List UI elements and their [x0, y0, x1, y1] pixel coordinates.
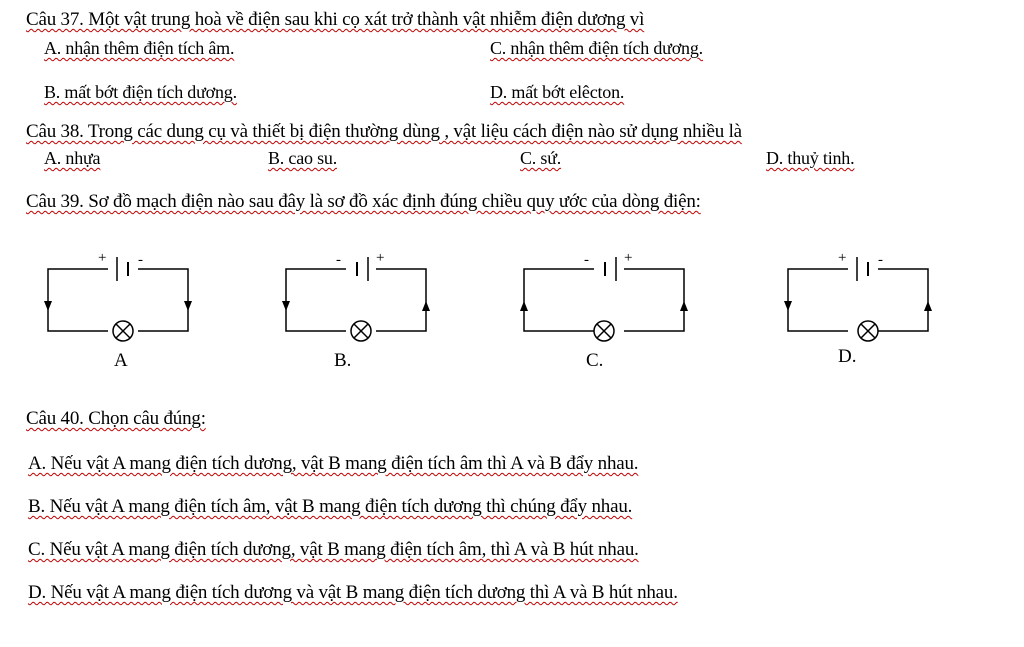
lamp-icon — [858, 321, 878, 341]
q38-question: Câu 38. Trong các dung cụ và thiết bị điện thường dùng , vật liệu cách điện nào sử dụng nhiều là — [26, 121, 742, 142]
q37-question: Câu 37. Một vật trung hoà về điện sau khi cọ xát trở thành vật nhiễm điện dương vì — [26, 9, 645, 30]
lamp-icon — [351, 321, 371, 341]
circuit-diagram-c — [516, 245, 691, 345]
circuit-c-left-sign: - — [584, 252, 589, 268]
circuit-d-right-sign: - — [878, 252, 883, 268]
q40-option-d: D. Nếu vật A mang điện tích dương và vật B mang điện tích dương thì A và B hút nhau. — [28, 582, 678, 603]
lamp-icon — [594, 321, 614, 341]
arrow-down-icon — [784, 301, 792, 311]
circuit-b-left-sign: - — [336, 252, 341, 268]
arrow-up-icon — [924, 301, 932, 311]
arrow-up-icon — [680, 301, 688, 311]
arrow-down-icon — [282, 301, 290, 311]
circuit-a-right-sign: - — [138, 252, 143, 268]
arrow-up-icon — [422, 301, 430, 311]
q40-question: Câu 40. Chọn câu đúng: — [26, 408, 206, 429]
circuit-a-left-sign: + — [98, 250, 107, 266]
q40-option-c: C. Nếu vật A mang điện tích dương, vật B mang điện tích âm, thì A và B hút nhau. — [28, 539, 639, 560]
circuit-diagram-a — [40, 245, 200, 345]
circuit-diagram-d — [780, 245, 940, 345]
arrow-down-icon — [184, 301, 192, 311]
circuit-b-label: B. — [334, 350, 352, 371]
q37-option-b: B. mất bớt điện tích dương. — [44, 82, 237, 102]
circuit-diagram-b — [278, 245, 438, 345]
circuit-a-label: A — [114, 350, 128, 371]
q37-option-a: A. nhận thêm điện tích âm. — [44, 38, 235, 58]
q40-option-a: A. Nếu vật A mang điện tích dương, vật B mang điện tích âm thì A và B đẩy nhau. — [28, 453, 639, 474]
arrow-up-icon — [520, 301, 528, 311]
q37-option-c: C. nhận thêm điện tích dương. — [490, 38, 703, 58]
q39-question: Câu 39. Sơ đồ mạch điện nào sau đây là sơ đồ xác định đúng chiều quy ước của dòng điện: — [26, 191, 701, 212]
circuit-b-right-sign: + — [376, 250, 385, 266]
lamp-icon — [113, 321, 133, 341]
circuit-d-label: D. — [838, 346, 857, 367]
q38-option-a: A. nhựa — [44, 148, 101, 168]
arrow-down-icon — [44, 301, 52, 311]
q37-option-d: D. mất bớt elêcton. — [490, 82, 625, 102]
circuit-c-right-sign: + — [624, 250, 633, 266]
q40-option-b: B. Nếu vật A mang điện tích âm, vật B mang điện tích dương thì chúng đẩy nhau. — [28, 496, 633, 517]
circuit-c-label: C. — [586, 350, 604, 371]
circuit-d-left-sign: + — [838, 250, 847, 266]
q38-option-c: C. sứ. — [520, 148, 562, 168]
q38-option-b: B. cao su. — [268, 148, 337, 168]
q38-option-d: D. thuỷ tinh. — [766, 148, 855, 168]
